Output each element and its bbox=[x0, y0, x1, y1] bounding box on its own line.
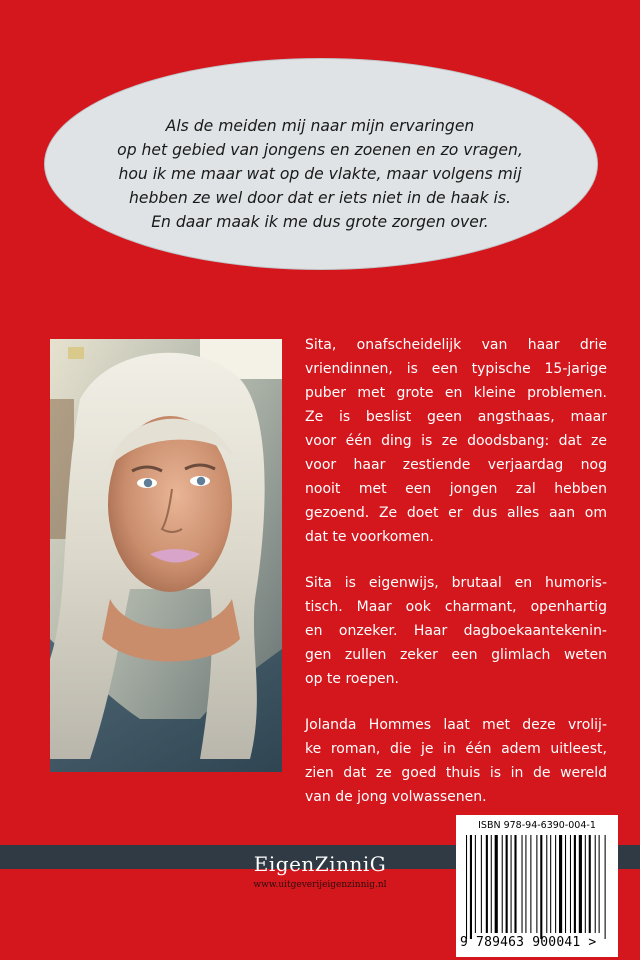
blurb-line: voor haar zestiende verjaardag nog bbox=[305, 457, 607, 473]
blurb-line: puber met grote en kleine problemen. bbox=[305, 385, 607, 401]
barcode-bar bbox=[511, 835, 512, 933]
barcode-bar bbox=[599, 835, 600, 933]
barcode-bar bbox=[475, 835, 476, 933]
blurb-line: vriendinnen, is een typische 15-jarige bbox=[305, 361, 607, 377]
barcode-bar bbox=[506, 835, 508, 933]
barcode-digits: 9 789463 900041 > bbox=[460, 935, 597, 950]
quote-line: En daar maak ik me dus grote zorgen over. bbox=[151, 213, 489, 231]
barcode-bar bbox=[559, 835, 562, 933]
barcode-bar bbox=[466, 835, 467, 939]
blurb-paragraph bbox=[305, 333, 607, 549]
blurb-line: zien dat ze goed thuis is in de wereld bbox=[305, 765, 607, 781]
barcode-bar bbox=[502, 835, 503, 933]
blurb-line: tisch. Maar ook charmant, openhartig bbox=[305, 599, 607, 615]
blurb-line: Sita is eigenwijs, brutaal en humoris- bbox=[305, 575, 607, 591]
barcode-bar bbox=[546, 835, 547, 933]
blurb-paragraph bbox=[305, 571, 607, 691]
blurb-line: Ze is beslist geen angsthaas, maar bbox=[305, 409, 607, 425]
blurb-line: dat te voorkomen. bbox=[305, 529, 434, 545]
barcode-bar bbox=[481, 835, 482, 933]
publisher-url: www.uitgeverijeigenzinnig.nl bbox=[253, 880, 387, 890]
barcode-bar bbox=[585, 835, 586, 933]
barcode-bar bbox=[514, 835, 516, 933]
barcode-bar bbox=[565, 835, 566, 933]
blurb-paragraph bbox=[305, 713, 607, 809]
barcode-bar bbox=[530, 835, 531, 933]
barcode-bar bbox=[525, 835, 526, 933]
isbn-text: ISBN 978-94-6390-004-1 bbox=[478, 820, 596, 831]
quote-line: hou ik me maar wat op de vlakte, maar volgens mij bbox=[118, 165, 522, 183]
barcode-bar bbox=[491, 835, 492, 933]
blurb-line: op te roepen. bbox=[305, 671, 399, 687]
barcode-bar bbox=[589, 835, 591, 933]
barcode-bar bbox=[536, 835, 537, 933]
author-photo bbox=[50, 339, 282, 772]
barcode-bar bbox=[486, 835, 488, 933]
blurb-line: ke roman, die je in één adem uitleest, bbox=[305, 741, 607, 757]
blurb-text bbox=[305, 333, 607, 831]
barcode-bar bbox=[550, 835, 551, 933]
blurb-line: en onzeker. Haar dagboekaantekenin- bbox=[305, 623, 607, 639]
barcode-bar bbox=[540, 835, 542, 939]
quote-line: Als de meiden mij naar mijn ervaringen bbox=[165, 117, 475, 135]
blurb-line: Jolanda Hommes laat met deze vrolij- bbox=[305, 717, 607, 733]
blurb-line: voor één ding is ze doodsbang: dat ze bbox=[305, 433, 607, 449]
quote-text bbox=[44, 114, 596, 234]
barcode-bar bbox=[495, 835, 498, 933]
barcode-bar bbox=[595, 835, 596, 933]
barcode-bar bbox=[579, 835, 582, 933]
blurb-line: van de jong volwassenen. bbox=[305, 789, 487, 805]
publisher-logo: EigenZinniG bbox=[253, 852, 387, 876]
barcode-bar bbox=[470, 835, 472, 939]
barcode-bar bbox=[570, 835, 571, 933]
blurb-line: gezoend. Ze doet er dus alles aan om bbox=[305, 505, 607, 521]
barcode-bar bbox=[555, 835, 556, 933]
quote-line: hebben ze wel door dat er iets niet in de haak is. bbox=[129, 189, 511, 207]
isbn-barcode bbox=[456, 815, 618, 957]
blurb-line: nooit met een jongen zal hebben bbox=[305, 481, 607, 497]
blurb-line: Sita, onafscheidelijk van haar drie bbox=[305, 337, 607, 353]
barcode-bar bbox=[522, 835, 523, 933]
blurb-line: gen zullen zeker een glimlach weten bbox=[305, 647, 607, 663]
barcode-bar bbox=[605, 835, 606, 939]
quote-line: op het gebied van jongens en zoenen en zo vragen, bbox=[117, 141, 523, 159]
author-photo-illustration bbox=[50, 339, 282, 772]
barcode-bar bbox=[574, 835, 576, 933]
